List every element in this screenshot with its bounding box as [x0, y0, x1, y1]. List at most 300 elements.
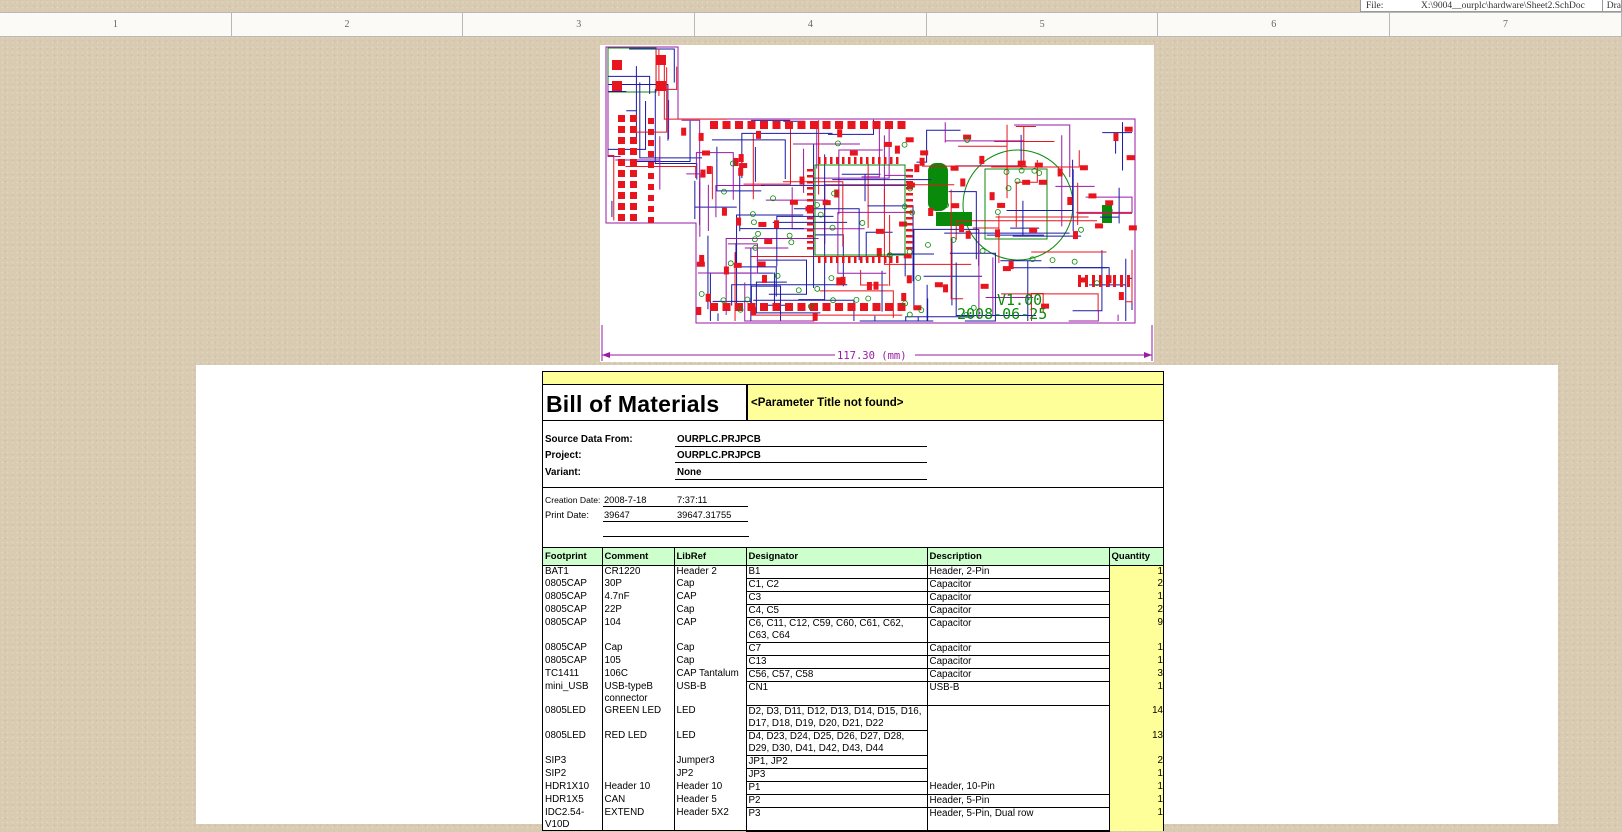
- pcb-pad: [823, 303, 831, 311]
- cell-designator: C6, C11, C12, C59, C60, C61, C62, C63, C64: [746, 617, 927, 642]
- bom-row: [543, 565, 1163, 578]
- pcb-pad: [906, 223, 913, 226]
- pcb-pad: [1058, 168, 1063, 176]
- cell-quantity: 2: [1109, 604, 1163, 617]
- cell-quantity: 1: [1109, 807, 1163, 831]
- pcb-pad: [618, 170, 625, 177]
- dimension-arrow-right: [1144, 352, 1152, 358]
- pcb-pad: [848, 157, 851, 164]
- col-designator: Designator: [746, 548, 927, 565]
- pcb-pad: [842, 256, 845, 263]
- pcb-via: [756, 231, 761, 236]
- pcb-via: [721, 298, 726, 303]
- cell-libref: Header 2: [674, 565, 746, 578]
- pcb-pad: [648, 217, 654, 223]
- dimension-arrow-left: [602, 352, 610, 358]
- pcb-via: [728, 261, 733, 266]
- bom-row: [543, 591, 1163, 604]
- pcb-pad: [1009, 261, 1014, 269]
- pcb-pad: [836, 157, 839, 164]
- cell-description: Capacitor: [927, 578, 1109, 591]
- pcb-pad: [760, 121, 768, 129]
- pcb-pad: [898, 303, 906, 311]
- pcb-pad: [884, 256, 887, 263]
- creation-date: 2008-7-18: [603, 495, 676, 507]
- cell-quantity: 9: [1109, 617, 1163, 642]
- pcb-trace: [914, 229, 979, 308]
- pcb-pad: [706, 294, 711, 302]
- cell-quantity: 1: [1109, 655, 1163, 668]
- cell-quantity: 14: [1109, 705, 1163, 730]
- cell-comment: [602, 768, 674, 781]
- pcb-pad: [823, 200, 831, 205]
- pcb-pad: [618, 126, 625, 133]
- pcb-pad: [836, 277, 841, 285]
- cell-description: [927, 705, 1109, 730]
- pcb-pad: [630, 192, 637, 199]
- pcb-pad: [618, 192, 625, 199]
- pcb-pad: [807, 187, 814, 190]
- pcb-pad: [872, 157, 875, 164]
- col-comment: Comment: [602, 548, 674, 565]
- cell-libref: Header 5: [674, 794, 746, 807]
- pcb-pad: [906, 181, 913, 184]
- cell-designator: P1: [746, 781, 927, 794]
- pcb-pad: [701, 170, 706, 178]
- cell-comment: EXTEND: [602, 807, 674, 831]
- cell-comment: 104: [602, 617, 674, 642]
- pcb-pad: [648, 151, 654, 157]
- pcb-pad: [842, 157, 845, 164]
- pcb-pad: [951, 203, 959, 208]
- cell-comment: CAN: [602, 794, 674, 807]
- cell-designator: JP3: [746, 768, 927, 781]
- creation-time: 7:37:11: [676, 495, 748, 507]
- cell-description: Capacitor: [927, 642, 1109, 655]
- blank-date-line: [603, 522, 749, 537]
- pcb-pad: [1067, 197, 1072, 205]
- cell-designator: C7: [746, 642, 927, 655]
- cell-footprint: TC1411: [543, 668, 602, 681]
- pcb-pad: [785, 121, 793, 129]
- pcb-pad: [1039, 180, 1047, 185]
- pcb-pad: [807, 223, 814, 226]
- pcb-pad: [896, 256, 899, 263]
- pcb-version-text: V1.00: [997, 291, 1043, 309]
- pcb-pad: [618, 137, 625, 144]
- pcb-pad: [830, 256, 833, 263]
- ruler-zone: 4: [695, 13, 927, 36]
- pcb-pad: [836, 256, 839, 263]
- pcb-pad: [648, 129, 654, 135]
- pcb-pad: [824, 157, 827, 164]
- pcb-pad: [751, 307, 756, 315]
- cell-description: Capacitor: [927, 604, 1109, 617]
- pcb-via: [789, 240, 794, 245]
- cell-libref: LED: [674, 705, 746, 730]
- pcb-pad: [906, 235, 913, 238]
- bom-table-body: [543, 565, 1163, 831]
- cell-footprint: 0805CAP: [543, 578, 602, 591]
- cell-comment: 106C: [602, 668, 674, 681]
- pcb-pad: [813, 313, 818, 321]
- pcb-via: [815, 286, 820, 291]
- pcb-via: [829, 276, 834, 281]
- cell-quantity: 1: [1109, 642, 1163, 655]
- bom-table: [543, 548, 1163, 832]
- pcb-pad: [997, 203, 1005, 208]
- pcb-trace: [862, 122, 880, 177]
- pcb-pad: [899, 222, 907, 227]
- project-value: OURPLC.PRJPCB: [675, 450, 927, 463]
- pcb-pad: [951, 166, 959, 171]
- pcb-pad: [710, 303, 718, 311]
- cell-designator: P2: [746, 794, 927, 807]
- pcb-pad: [807, 217, 814, 220]
- pcb-pad: [1129, 225, 1137, 230]
- pcb-trace: [945, 122, 1024, 142]
- pcb-pad: [648, 206, 654, 212]
- pcb-via: [925, 242, 930, 247]
- pcb-pad: [748, 121, 756, 129]
- pcb-pad: [699, 133, 704, 141]
- cell-quantity: 1: [1109, 794, 1163, 807]
- cell-comment: GREEN LED: [602, 705, 674, 730]
- bom-title-row: [543, 385, 1163, 421]
- cell-designator: JP1, JP2: [746, 755, 927, 768]
- pcb-trace: [664, 55, 727, 119]
- pcb-via: [854, 297, 859, 302]
- pcb-pad: [1127, 275, 1130, 287]
- ruler-zone: 7: [1390, 13, 1622, 36]
- cell-designator: C4, C5: [746, 604, 927, 617]
- pcb-pad: [979, 156, 984, 164]
- bom-row: [543, 578, 1163, 591]
- pcb-pad: [981, 284, 989, 289]
- cell-description: [927, 768, 1109, 781]
- cell-quantity: 1: [1109, 591, 1163, 604]
- cell-libref: Cap: [674, 604, 746, 617]
- bom-row: [543, 768, 1163, 781]
- pcb-pad: [895, 146, 900, 154]
- bom-row: [543, 794, 1163, 807]
- print-date: 39647: [603, 510, 676, 522]
- cell-libref: JP2: [674, 768, 746, 781]
- pcb-pad: [1085, 275, 1088, 287]
- pcb-pad: [884, 142, 892, 147]
- creation-date-label: Creation Date:: [545, 495, 601, 505]
- cell-comment: 105: [602, 655, 674, 668]
- bom-row: [543, 705, 1163, 730]
- pcb-trace: [1016, 126, 1036, 163]
- ruler-zone: 5: [927, 13, 1159, 36]
- pcb-trace: [686, 174, 700, 237]
- cell-libref: CAP: [674, 617, 746, 642]
- pcb-pad: [854, 256, 857, 263]
- pcb-via: [699, 291, 704, 296]
- cell-quantity: 2: [1109, 578, 1163, 591]
- pcb-pad: [906, 241, 913, 244]
- pcb-pad: [1113, 275, 1116, 287]
- cell-comment: USB-typeB connector: [602, 681, 674, 705]
- pcb-via: [722, 189, 727, 194]
- pcb-pad: [914, 164, 919, 172]
- cell-libref: CAP Tantalum: [674, 668, 746, 681]
- pcb-pad: [906, 137, 914, 142]
- pcb-pad: [774, 220, 779, 228]
- pcb-pad: [873, 303, 881, 311]
- pcb-pad: [630, 115, 637, 122]
- pcb-pad: [1095, 223, 1103, 228]
- source-value: OURPLC.PRJPCB: [675, 434, 927, 447]
- pcb-pad: [648, 173, 654, 179]
- pcb-pad: [739, 163, 747, 168]
- pcb-pad: [618, 148, 625, 155]
- cell-footprint: 0805CAP: [543, 642, 602, 655]
- pcb-pad: [807, 241, 814, 244]
- pcb-pad: [848, 303, 856, 311]
- pcb-via: [835, 141, 840, 146]
- pcb-pad: [807, 229, 814, 232]
- pcb-pad: [739, 154, 744, 162]
- pcb-pad: [1088, 193, 1096, 198]
- bom-row: [543, 681, 1163, 705]
- bom-row: [543, 655, 1163, 668]
- pcb-pad: [630, 137, 637, 144]
- pcb-pad: [848, 121, 856, 129]
- bom-row: [543, 604, 1163, 617]
- pcb-via: [787, 233, 792, 238]
- bom-row: [543, 781, 1163, 794]
- pcb-pad: [722, 208, 727, 216]
- cell-libref: Cap: [674, 655, 746, 668]
- crystal-body: [928, 163, 948, 211]
- pcb-pad: [896, 157, 899, 164]
- pcb-pad: [702, 150, 710, 155]
- cell-libref: Header 10: [674, 781, 746, 794]
- cell-comment: [602, 755, 674, 768]
- pcb-pad: [1018, 161, 1026, 166]
- pcb-pad: [966, 231, 971, 239]
- pcb-date-text: 2008-06-25: [957, 305, 1048, 323]
- pcb-pad: [890, 157, 893, 164]
- pcb-pad: [630, 170, 637, 177]
- pcb-pad: [724, 266, 729, 274]
- ruler-zone: 2: [232, 13, 464, 36]
- bom-row: [543, 755, 1163, 768]
- file-path: X:\9004__ourplc\hardware\Sheet2.SchDoc: [1421, 0, 1585, 11]
- pcb-pad: [810, 121, 818, 129]
- pcb-pad: [848, 256, 851, 263]
- pcb-pad: [697, 262, 705, 267]
- ruler-zone: 6: [1158, 13, 1390, 36]
- col-quantity: Quantity: [1109, 548, 1163, 565]
- pcb-pad: [990, 192, 995, 200]
- pcb-trace: [608, 155, 614, 220]
- pcb-pad: [1105, 200, 1113, 205]
- pcb-pad: [756, 131, 761, 139]
- pcb-trace: [635, 121, 690, 162]
- bom-header-row: [543, 548, 1163, 565]
- pcb-pad: [860, 303, 868, 311]
- pcb-trace: [712, 140, 785, 179]
- cell-quantity: 3: [1109, 668, 1163, 681]
- pcb-pad: [854, 157, 857, 164]
- pcb-pad: [1080, 165, 1088, 170]
- variant-value: None: [675, 467, 927, 480]
- cell-comment: Header 10: [602, 781, 674, 794]
- pcb-pad: [837, 129, 842, 137]
- cell-libref: USB-B: [674, 681, 746, 705]
- cell-libref: Header 5X2: [674, 807, 746, 831]
- cell-footprint: 0805LED: [543, 705, 602, 730]
- pcb-pad: [758, 261, 766, 266]
- bom-row: [543, 642, 1163, 655]
- ruler-zone: 1: [0, 13, 232, 36]
- cell-footprint: SIP2: [543, 768, 602, 781]
- pcb-pad: [920, 158, 925, 166]
- pcb-pad: [807, 181, 814, 184]
- project-label: Project:: [545, 450, 582, 461]
- cell-libref: LED: [674, 730, 746, 755]
- col-footprint: Footprint: [543, 548, 602, 565]
- pcb-pad: [630, 214, 637, 221]
- pcb-pad: [867, 282, 872, 290]
- pcb-pad: [935, 282, 943, 287]
- pcb-pad: [807, 175, 814, 178]
- pcb-via: [1072, 259, 1077, 264]
- pcb-pad: [818, 157, 821, 164]
- cell-quantity: 1: [1109, 565, 1163, 578]
- cell-quantity: 13: [1109, 730, 1163, 755]
- pcb-pad: [1022, 180, 1030, 185]
- pcb-pad: [872, 256, 875, 263]
- pcb-pad: [920, 150, 928, 155]
- pcb-pad: [723, 303, 731, 311]
- cell-quantity: 1: [1109, 768, 1163, 781]
- cell-designator: C13: [746, 655, 927, 668]
- pcb-pad: [807, 199, 814, 202]
- pcb-pad: [807, 193, 814, 196]
- print-time: 39647.31755: [676, 510, 748, 522]
- pcb-pad: [807, 235, 814, 238]
- ruler-zone: 3: [463, 13, 695, 36]
- pcb-via: [995, 210, 1000, 215]
- pcb-pad: [807, 169, 814, 172]
- bom-row: [543, 807, 1163, 831]
- cell-designator: B1: [746, 565, 927, 578]
- pcb-via: [1050, 258, 1055, 263]
- cell-designator: D2, D3, D11, D12, D13, D14, D15, D16, D17, D18, D19, D20, D21, D22: [746, 705, 927, 730]
- pcb-pad: [648, 140, 654, 146]
- pcb-pad: [824, 256, 827, 263]
- pcb-pad: [885, 303, 893, 311]
- pcb-pad: [906, 199, 913, 202]
- pcb-pad: [876, 229, 884, 234]
- pcb-pad: [630, 148, 637, 155]
- pcb-pad: [823, 121, 831, 129]
- pcb-pad: [878, 256, 881, 263]
- pcb-pad: [830, 157, 833, 164]
- pcb-pad: [648, 118, 654, 124]
- pcb-pad: [798, 303, 806, 311]
- print-date-row: [543, 507, 1163, 522]
- pcb-pad: [612, 60, 622, 70]
- pcb-pad: [758, 222, 766, 227]
- cell-description: Capacitor: [927, 617, 1109, 642]
- pcb-pad: [850, 151, 858, 156]
- pcb-pad: [790, 200, 798, 205]
- cell-designator: C3: [746, 591, 927, 604]
- col-libref: LibRef: [674, 548, 746, 565]
- cell-description: [927, 730, 1109, 755]
- pcb-pad: [1113, 133, 1118, 141]
- pcb-trace: [629, 49, 674, 83]
- pcb-pad: [1125, 127, 1133, 132]
- pcb-pad: [630, 126, 637, 133]
- pcb-pad: [960, 178, 965, 186]
- cell-footprint: 0805CAP: [543, 591, 602, 604]
- pcb-trace: [1069, 311, 1099, 321]
- cell-designator: D4, D23, D24, D25, D26, D27, D28, D29, D30, D41, D42, D43, D44: [746, 730, 927, 755]
- cell-libref: Jumper3: [674, 755, 746, 768]
- pcb-pad: [901, 293, 906, 301]
- pcb-pad: [1035, 163, 1043, 168]
- pcb-pad: [959, 224, 964, 232]
- cell-designator: CN1: [746, 681, 927, 705]
- trace-layer: [608, 49, 1132, 321]
- pcb-pad: [873, 121, 881, 129]
- pcb-pad: [773, 121, 781, 129]
- pcb-pad: [835, 303, 843, 311]
- pcb-via: [902, 142, 907, 147]
- pcb-pad: [1092, 275, 1095, 287]
- col-description: Description: [927, 548, 1109, 565]
- cell-designator: C1, C2: [746, 578, 927, 591]
- cell-description: Header, 5-Pin: [927, 794, 1109, 807]
- cell-description: Header, 10-Pin: [927, 781, 1109, 794]
- bom-title: Bill of Materials: [543, 385, 748, 420]
- pcb-via: [830, 225, 835, 230]
- pcb-pad: [707, 166, 712, 174]
- cell-description: Capacitor: [927, 591, 1109, 604]
- pcb-pad: [648, 162, 654, 168]
- pcb-pad: [648, 195, 654, 201]
- pcb-pad: [906, 193, 913, 196]
- pcb-pad: [906, 229, 913, 232]
- pcb-pad: [906, 175, 913, 178]
- parameter-title: <Parameter Title not found>: [748, 385, 1163, 420]
- variant-label: Variant:: [545, 466, 581, 478]
- pcb-trace: [744, 129, 791, 184]
- pcb-pad: [928, 208, 933, 216]
- cell-comment: 30P: [602, 578, 674, 591]
- pcb-pad: [612, 81, 622, 91]
- source-label: Source Data From:: [545, 433, 633, 445]
- cell-footprint: 0805CAP: [543, 617, 602, 642]
- variant-row: [543, 463, 1163, 480]
- bom-row: [543, 730, 1163, 755]
- pcb-pad: [738, 168, 743, 176]
- pcb-pad: [630, 203, 637, 210]
- pcb-via: [1015, 179, 1020, 184]
- pcb-pad: [710, 121, 718, 129]
- bom-dates: [543, 488, 1163, 548]
- pcb-pad: [860, 256, 863, 263]
- print-date-label: Print Date:: [545, 510, 589, 520]
- cell-footprint: HDR1X10: [543, 781, 602, 794]
- pcb-pad: [1120, 275, 1123, 287]
